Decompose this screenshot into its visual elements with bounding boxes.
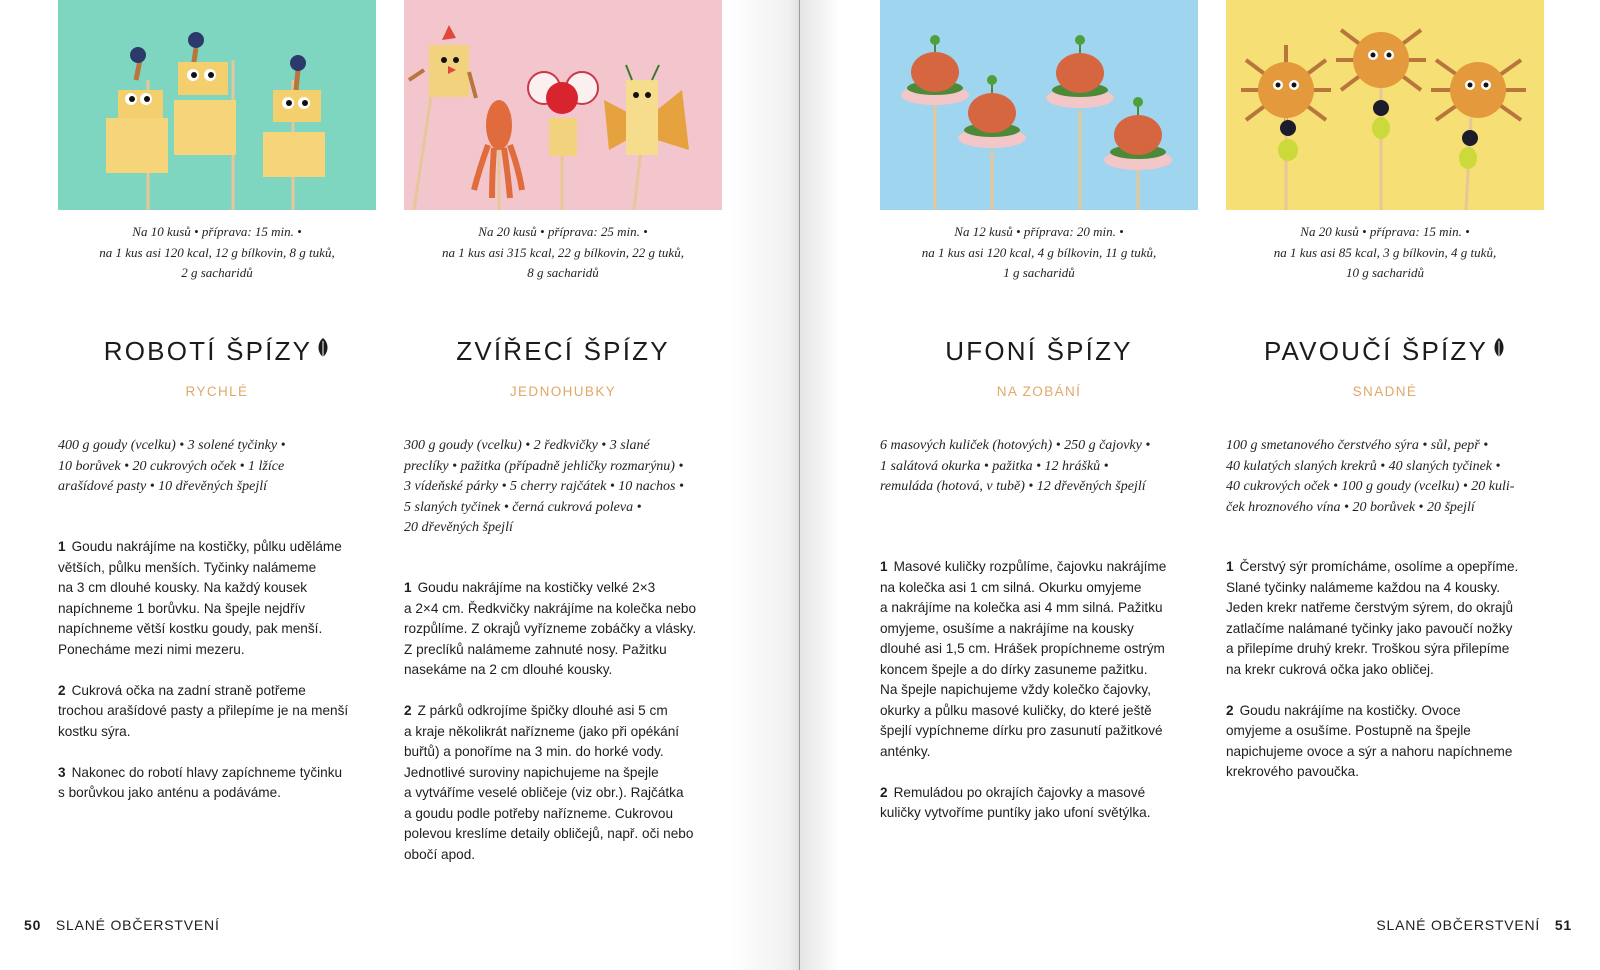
ingredients-line: preclíky • pažitka (případně jehličky rozmarýnu) • bbox=[404, 458, 684, 474]
step-line: rozpůlíme. Z okrajů vyřízneme zobáčky a vlásky. bbox=[404, 621, 697, 636]
ingredients-line: 1 salátová okurka • pažitka • 12 hrášků • bbox=[880, 458, 1109, 474]
step-line: a vytváříme veselé obličeje (viz obr.). Rajčátka bbox=[404, 785, 684, 800]
step-line: Z preclíků nalámeme zahnuté nosy. Pažitku bbox=[404, 641, 667, 657]
recipe-title bbox=[1226, 336, 1544, 367]
section-name: SLANÉ OBČERSTVENÍ bbox=[55, 917, 220, 933]
method-step bbox=[58, 537, 376, 660]
ingredients-line: arašídové pasty • 10 dřevěných špejlí bbox=[58, 479, 268, 494]
step-line: a 2×4 cm. Ředkvičky nakrájíme na kolečka nebo bbox=[404, 600, 697, 616]
ingredients-line: 100 g smetanového čerstvého sýra • sůl, pepř • bbox=[1226, 438, 1489, 453]
recipe-title-text: PAVOUČÍ ŠPÍZY bbox=[1263, 336, 1489, 366]
robot-skewers-photo bbox=[58, 0, 376, 210]
step-line: Jeden krekr natřeme čerstvým sýrem, do okrajů bbox=[1226, 600, 1514, 615]
ingredients-line: 300 g goudy (vcelku) • 2 ředkvičky • 3 slané bbox=[404, 438, 650, 453]
step-line: větších, půlku menších. Tyčinky nalámeme bbox=[58, 559, 317, 575]
step-line: kostku sýra. bbox=[58, 723, 131, 739]
leaf-icon bbox=[316, 335, 330, 366]
step-line: Slané tyčinky nalámeme každou na 4 kousky. bbox=[1226, 579, 1501, 595]
step-line: a goudu podle potřeby nařízneme. Cukrovou bbox=[404, 805, 674, 821]
method-steps bbox=[880, 557, 1198, 844]
nutrition-line: Na 20 kusů • příprava: 15 min. • bbox=[1300, 224, 1470, 239]
step-number: 2 bbox=[1226, 702, 1234, 718]
nutrition-line: na 1 kus asi 120 kcal, 12 g bílkovin, 8 g tuků, bbox=[99, 244, 335, 260]
nutrition-line: na 1 kus asi 120 kcal, 4 g bílkovin, 11 g tuků, bbox=[921, 244, 1157, 260]
nutrition-line: na 1 kus asi 315 kcal, 22 g bílkovin, 22 g tuků, bbox=[442, 244, 684, 260]
step-line: Goudu nakrájíme na kostičky velké 2×3 bbox=[417, 580, 656, 595]
step-line: Goudu nakrájíme na kostičky. Ovoce bbox=[1239, 702, 1461, 718]
step-line: okurky a půlku masové kuličky, do které ještě bbox=[880, 702, 1152, 718]
nutrition-info bbox=[58, 222, 376, 284]
recipe-title bbox=[58, 336, 376, 367]
method-step bbox=[58, 763, 376, 804]
ingredients-line: 10 borůvek • 20 cukrových oček • 1 lžíce bbox=[58, 458, 285, 474]
nutrition-line: 2 g sacharidů bbox=[181, 265, 253, 280]
recipe-title bbox=[880, 336, 1198, 367]
method-steps bbox=[404, 578, 722, 886]
nutrition-line: na 1 kus asi 85 kcal, 3 g bílkovin, 4 g tuků, bbox=[1273, 244, 1497, 260]
step-line: trochou arašídové pasty a přilepíme je na menší bbox=[58, 703, 349, 718]
recipe-category: JEDNOHUBKY bbox=[509, 384, 617, 399]
method-steps bbox=[58, 537, 376, 824]
ingredients-line: 20 dřevěných špejlí bbox=[404, 520, 513, 535]
step-number: 1 bbox=[1226, 559, 1234, 574]
recipe-title bbox=[404, 336, 722, 367]
recipe-title-text: ZVÍŘECÍ ŠPÍZY bbox=[456, 336, 670, 366]
ingredients bbox=[58, 436, 398, 498]
alien-skewers-photo bbox=[880, 0, 1198, 210]
step-line: krekrového pavoučka. bbox=[1226, 764, 1359, 779]
nutrition-line: Na 10 kusů • příprava: 15 min. • bbox=[132, 224, 302, 239]
step-line: zatlačíme nalámané tyčinky jako pavoučí nožky bbox=[1226, 620, 1513, 636]
nutrition-line: 10 g sacharidů bbox=[1346, 265, 1424, 280]
step-number: 2 bbox=[58, 682, 66, 698]
step-line: Na špejle napichujeme vždy kolečko čajovky, bbox=[880, 682, 1151, 697]
step-line: koncem špejle a do dírky zasuneme pažitku. bbox=[880, 661, 1148, 677]
nutrition-line: Na 20 kusů • příprava: 25 min. • bbox=[478, 224, 648, 239]
ingredients bbox=[880, 436, 1220, 498]
method-step bbox=[880, 783, 1198, 824]
recipe-title-text: UFONÍ ŠPÍZY bbox=[945, 336, 1133, 366]
step-line: anténky. bbox=[880, 743, 931, 759]
nutrition-line: 8 g sacharidů bbox=[527, 265, 599, 280]
step-line: špejlí vypíchneme dírku pro zasunutí pažitkové bbox=[880, 723, 1163, 738]
step-number: 1 bbox=[58, 539, 66, 554]
left-page-footer bbox=[24, 917, 220, 933]
recipe-category: NA ZOBÁNÍ bbox=[996, 384, 1082, 399]
leaf-icon bbox=[1492, 335, 1506, 366]
step-line: Z párků odkrojíme špičky dlouhé asi 5 cm bbox=[417, 703, 668, 718]
step-line: buřtů) a ponoříme na 3 min. do horké vody. bbox=[404, 744, 664, 759]
page-number: 51 bbox=[1554, 917, 1572, 933]
step-line: Masové kuličky rozpůlíme, čajovku nakrájíme bbox=[893, 559, 1167, 574]
step-number: 2 bbox=[404, 703, 412, 718]
ingredients-line: 3 vídeňské párky • 5 cherry rajčátek • 10 nachos • bbox=[404, 479, 684, 494]
ingredients bbox=[404, 436, 744, 539]
step-line: Cukrová očka na zadní straně potřeme bbox=[71, 682, 306, 698]
step-number: 3 bbox=[58, 764, 66, 780]
nutrition-line: Na 12 kusů • příprava: 20 min. • bbox=[954, 224, 1124, 239]
ingredients-line: remuláda (hotová, v tubě) • 12 dřevěných špejlí bbox=[880, 479, 1146, 494]
section-name: SLANÉ OBČERSTVENÍ bbox=[1376, 917, 1541, 933]
method-step bbox=[58, 681, 376, 743]
step-line: a kraje několikrát nařízneme (jako při opékání bbox=[404, 723, 680, 739]
ingredients-line: 40 cukrových oček • 100 g goudy (vcelku) • 20 kuli- bbox=[1226, 479, 1515, 494]
step-line: Goudu nakrájíme na kostičky, půlku uděláme bbox=[71, 539, 342, 554]
spider-skewers-photo bbox=[1226, 0, 1544, 210]
step-line: Jednotlivé suroviny napichujeme na špejle bbox=[404, 764, 659, 780]
ingredients-line: 5 slaných tyčinek • černá cukrová poleva • bbox=[404, 499, 642, 515]
ingredients-line: 6 masových kuliček (hotových) • 250 g čajovky • bbox=[880, 438, 1151, 453]
ingredients-line: ček hroznového vína • 20 borůvek • 20 špejlí bbox=[1226, 499, 1475, 515]
method-step bbox=[404, 578, 722, 681]
animal-skewers-photo bbox=[404, 0, 722, 210]
step-number: 1 bbox=[404, 580, 412, 595]
step-line: omyjeme a osušíme. Postupně na špejle bbox=[1226, 723, 1471, 738]
step-line: napíchneme 1 borůvku. Na špejle nejdřív bbox=[58, 600, 306, 616]
step-line: na 3 cm dlouhé kousky. Na každý kousek bbox=[58, 580, 308, 595]
step-line: a nakrájíme na kolečka asi 4 mm silná. Pažitku bbox=[880, 600, 1163, 615]
recipe-category: SNADNÉ bbox=[1352, 384, 1418, 399]
ingredients-line: 400 g goudy (vcelku) • 3 solené tyčinky • bbox=[58, 438, 286, 453]
method-step bbox=[1226, 557, 1544, 680]
step-line: Nakonec do robotí hlavy zapíchneme tyčinku bbox=[71, 764, 343, 780]
step-line: na krekr cukrová očka jako obličej. bbox=[1226, 661, 1434, 677]
step-line: na kolečka asi 1 cm silná. Okurku omyjeme bbox=[880, 579, 1142, 595]
nutrition-info bbox=[404, 222, 722, 284]
method-step bbox=[404, 701, 722, 865]
step-line: Čerstvý sýr promícháme, osolíme a opepříme. bbox=[1239, 559, 1519, 574]
step-number: 2 bbox=[880, 784, 888, 800]
method-steps bbox=[1226, 557, 1544, 803]
step-line: s borůvkou jako anténu a podáváme. bbox=[58, 785, 281, 800]
step-line: a přilepíme druhý krekr. Troškou sýra přilepíme bbox=[1226, 641, 1510, 656]
step-line: Remuládou po okrajích čajovky a masové bbox=[893, 784, 1146, 800]
step-line: napichujeme ovoce a sýr a nahoru napíchneme bbox=[1226, 743, 1513, 759]
spine-shadow-right bbox=[800, 0, 840, 970]
step-line: dlouhé asi 1,5 cm. Hrášek propíchneme ostrým bbox=[880, 641, 1165, 656]
recipe-category: RYCHLÉ bbox=[185, 384, 249, 399]
method-step bbox=[880, 557, 1198, 762]
recipe-title-text: ROBOTÍ ŠPÍZY bbox=[103, 336, 313, 366]
step-line: polevou kreslíme detaily obličejů, např. oči nebo bbox=[404, 826, 694, 841]
step-line: omyjeme, osušíme a nakrájíme na kousky bbox=[880, 620, 1134, 636]
step-line: kuličky vytvoříme puntíky jako ufoní světýlka. bbox=[880, 805, 1151, 820]
nutrition-line: 1 g sacharidů bbox=[1003, 265, 1075, 280]
ingredients bbox=[1226, 436, 1566, 518]
step-line: Ponecháme mezi nimi mezeru. bbox=[58, 641, 245, 657]
step-line: obočí apod. bbox=[404, 846, 476, 862]
nutrition-info bbox=[880, 222, 1198, 284]
step-line: nasekáme na 2 cm dlouhé kousky. bbox=[404, 662, 613, 677]
method-step bbox=[1226, 701, 1544, 783]
nutrition-info bbox=[1226, 222, 1544, 284]
step-number: 1 bbox=[880, 559, 888, 574]
step-line: napíchneme větší kostku goudy, pak menší. bbox=[58, 621, 323, 636]
page-number: 50 bbox=[24, 917, 42, 933]
right-page-footer bbox=[1376, 917, 1572, 933]
ingredients-line: 40 kulatých slaných krekrů • 40 slaných tyčinek • bbox=[1226, 458, 1501, 474]
